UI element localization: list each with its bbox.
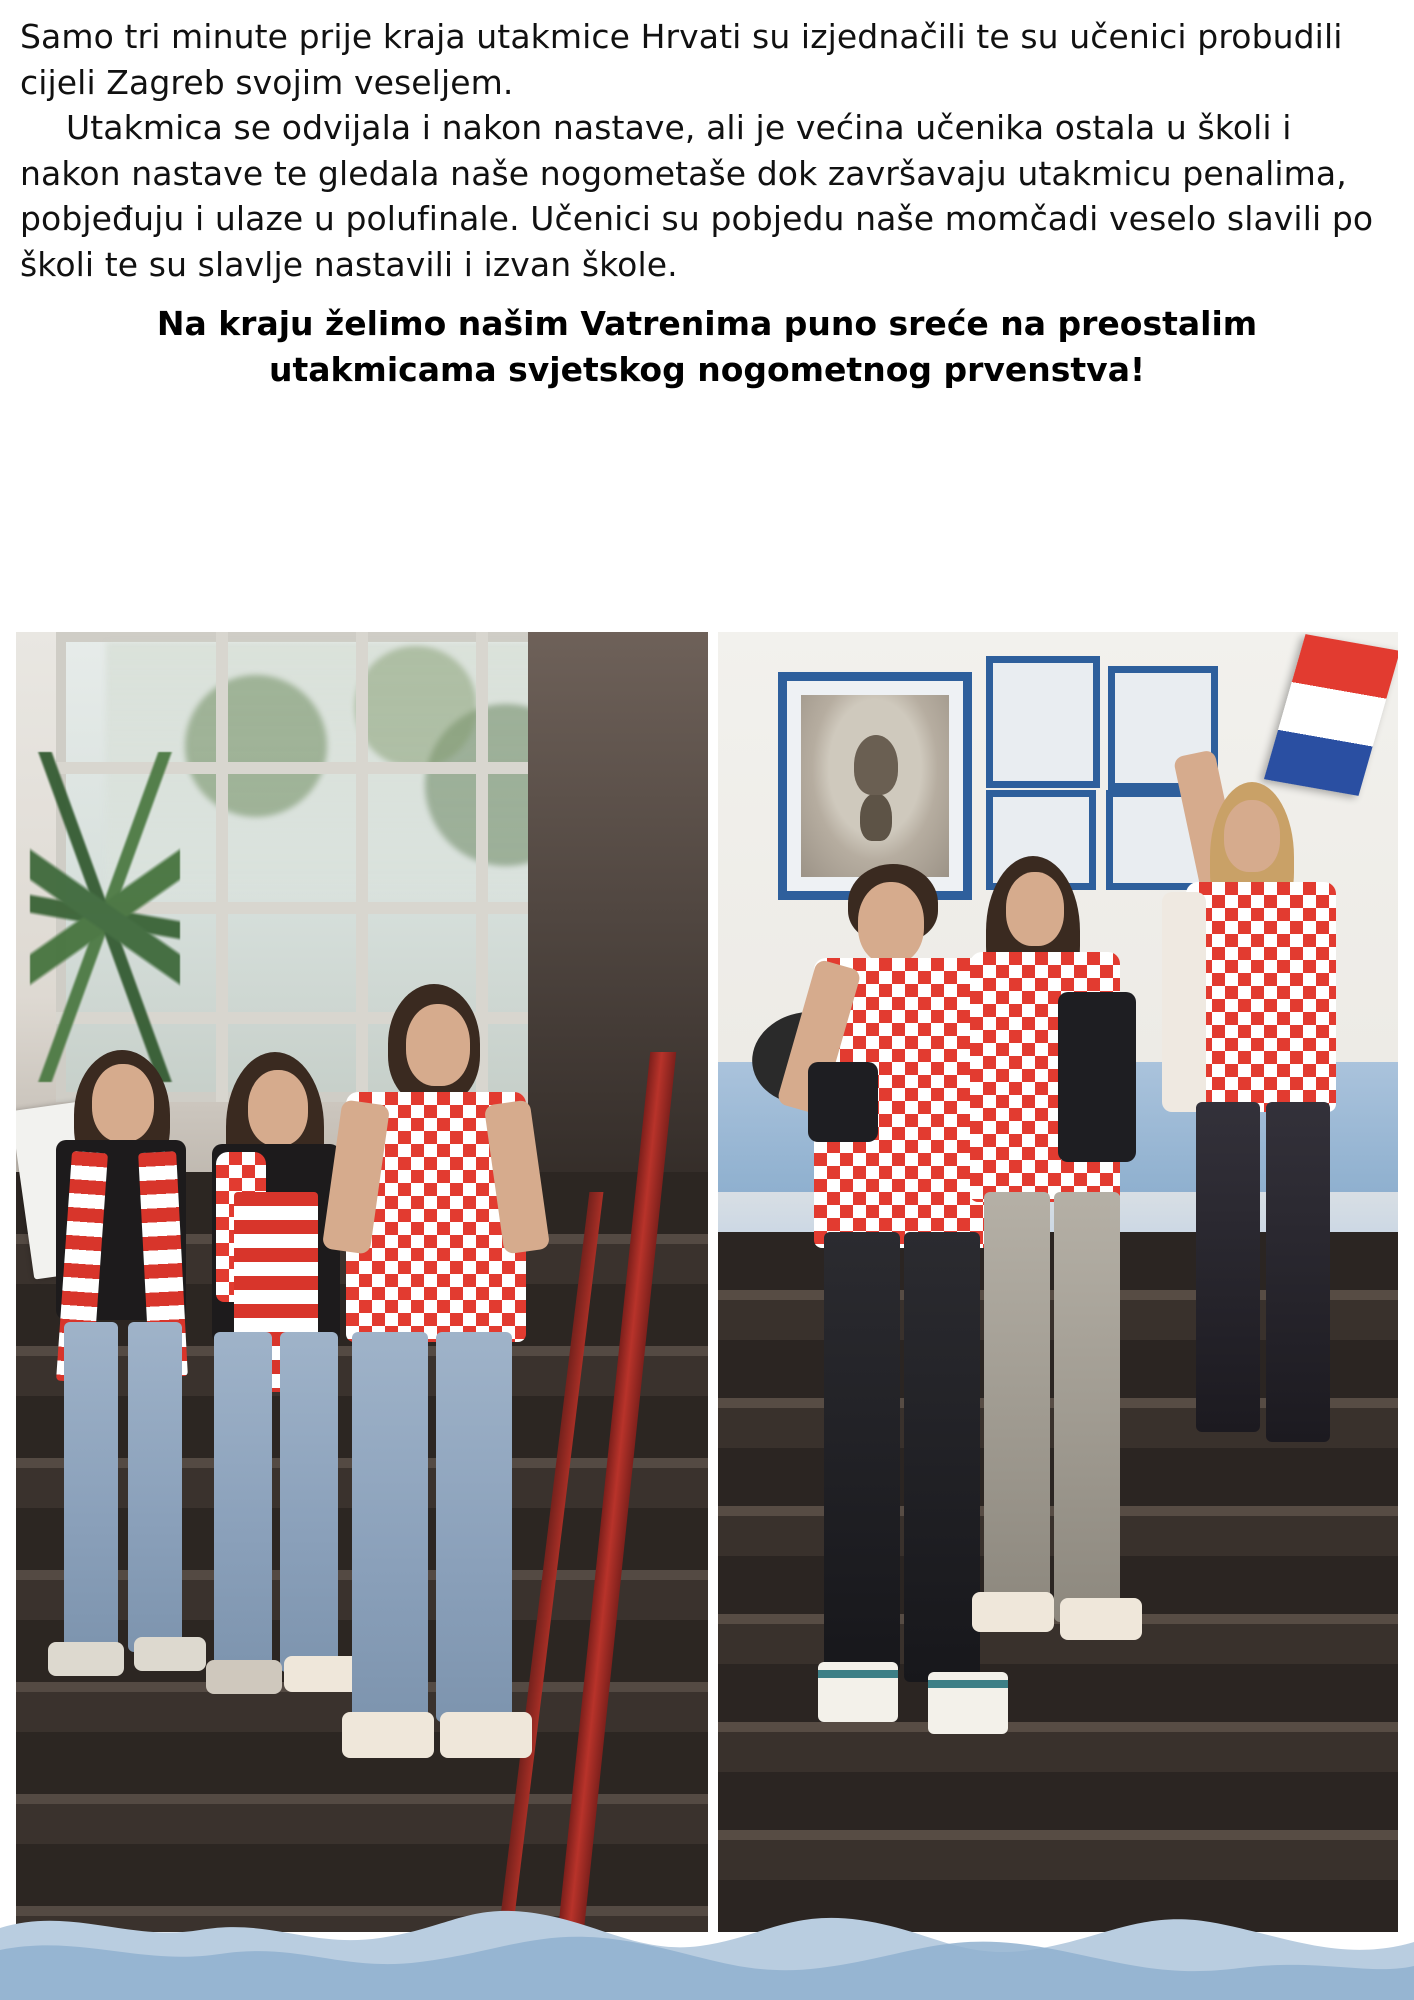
dark-trousers: [824, 1232, 900, 1672]
shoe: [206, 1660, 282, 1694]
dark-trousers: [1196, 1102, 1260, 1432]
photo-left: [16, 632, 708, 1932]
sock: [928, 1672, 1008, 1734]
sneaker: [342, 1712, 434, 1758]
sneaker: [1060, 1598, 1142, 1640]
wall-panel: [986, 656, 1100, 788]
croatia-jersey: [1186, 882, 1336, 1112]
sneaker: [972, 1592, 1054, 1632]
wall-right-dark: [528, 632, 708, 1192]
sleeve: [1162, 892, 1206, 1112]
jeans: [436, 1332, 512, 1722]
head: [1224, 800, 1280, 872]
shoe: [48, 1642, 124, 1676]
closing-highlight: Na kraju želimo našim Vatrenima puno sreće na preostalim utakmicama svjetskog nogometnog prvenstva!: [156, 304, 1258, 389]
head: [1006, 872, 1064, 946]
portrait-relief: [801, 695, 949, 877]
paragraph-1: Samo tri minute prije kraja utakmice Hrvati su izjednačili te su učenici probudili cijeli Zagreb svojim veseljem.: [20, 17, 1343, 102]
head: [406, 1004, 470, 1086]
article-text: [20, 14, 1394, 425]
dark-trousers: [904, 1232, 980, 1682]
paragraph-2: Utakmica se odvijala i nakon nastave, ali je većina učenika ostala u školi i nakon nastave te gledala naše nogometaše dok završavaju utakmicu penalima, pobjeđuju i ulaze u polufinale. Učenici su pobjedu naše momčadi veselo slavili po školi te su slavlje nastavili i izvan škole.: [20, 108, 1374, 284]
shoulder-bag: [808, 1062, 878, 1142]
shoe: [284, 1656, 360, 1692]
watercolor-bottom-edge: [0, 1880, 1414, 2000]
photo-collage: [16, 632, 1398, 1932]
head: [92, 1064, 154, 1142]
potted-plant: [30, 752, 180, 1082]
shoe: [134, 1637, 206, 1671]
dark-trousers: [1266, 1102, 1330, 1442]
jeans: [280, 1332, 338, 1672]
head: [858, 882, 924, 964]
sneaker: [440, 1712, 532, 1758]
wall-portrait-frame: [778, 672, 972, 900]
trousers: [984, 1192, 1050, 1612]
photo-right: [718, 632, 1398, 1932]
backpack: [1058, 992, 1136, 1162]
sock: [818, 1662, 898, 1722]
jeans: [352, 1332, 428, 1722]
jeans: [64, 1322, 118, 1652]
jeans: [128, 1322, 182, 1652]
head: [248, 1070, 308, 1146]
trousers: [1054, 1192, 1120, 1622]
jeans: [214, 1332, 272, 1672]
